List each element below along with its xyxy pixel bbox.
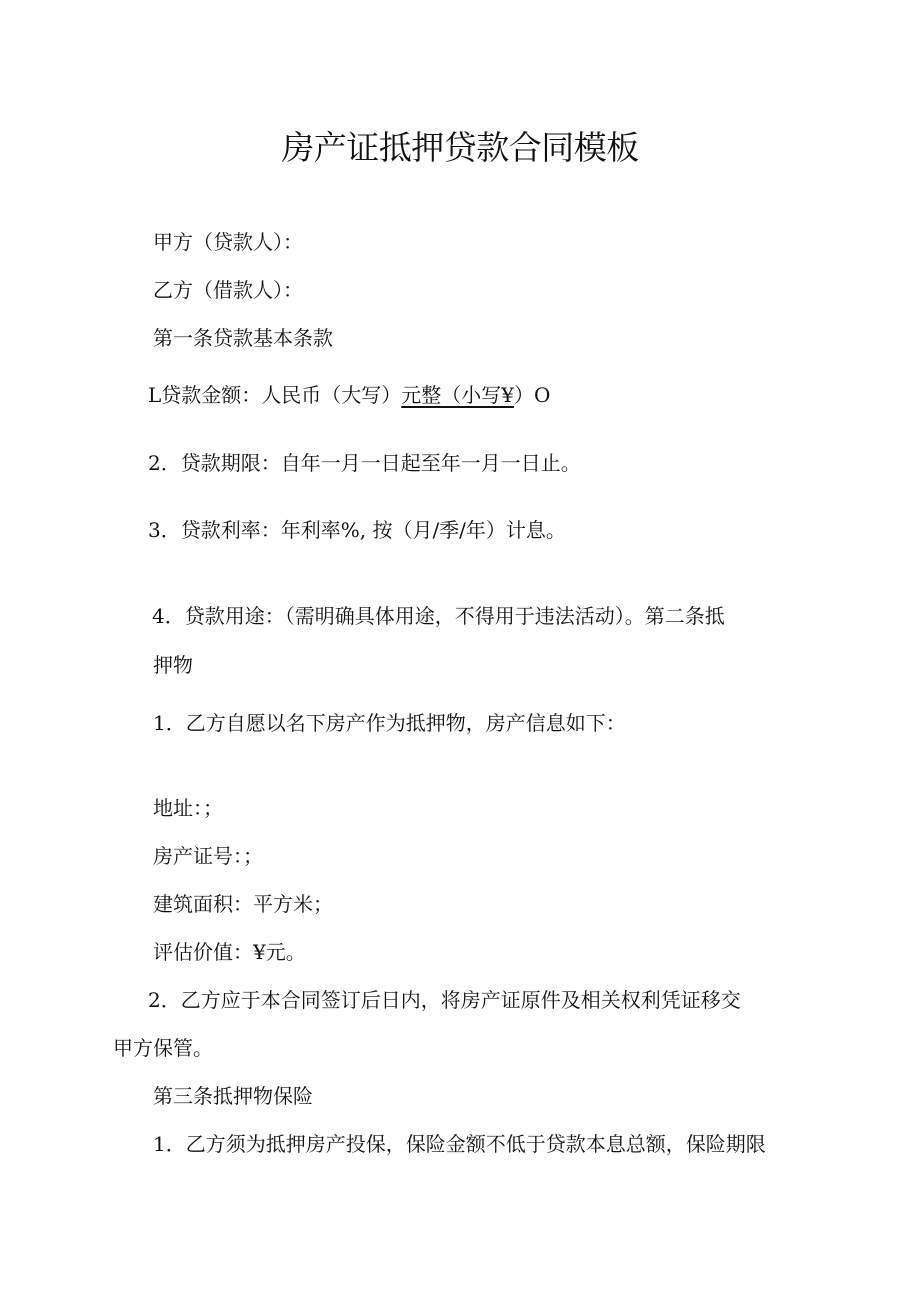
loan-amount-end: ）O	[514, 383, 551, 407]
loan-purpose-line: 4．贷款用途：（需明确具体用途，不得用于违法活动）。第二条抵	[152, 604, 725, 628]
document-title: 房产证抵押贷款合同模板	[281, 128, 639, 167]
article-1-heading: 第一条贷款基本条款	[153, 326, 333, 350]
certificate-number-line: 房产证号：；	[153, 844, 263, 868]
loan-amount-underlined: 元整（小写¥	[401, 383, 515, 407]
party-b-line: 乙方（借款人）：	[153, 278, 303, 302]
collateral-heading-cont: 押物	[153, 653, 193, 677]
insurance-item-1: 1．乙方须为抵押房产投保，保险金额不低于贷款本息总额，保险期限	[153, 1132, 766, 1156]
loan-amount-label: L贷款金额：人民币（大写）	[148, 383, 402, 407]
building-area-line: 建筑面积：平方米；	[153, 892, 333, 916]
collateral-item-2: 2．乙方应于本合同签订后日内，将房产证原件及相关权利凭证移交	[148, 988, 741, 1012]
interest-rate-line: 3．贷款利率：年利率%, 按（月/季/年）计息。	[148, 518, 566, 542]
loan-term-line: 2．贷款期限：自年一月一日起至年一月一日止。	[148, 451, 581, 475]
assessed-value-line: 评估价值：¥元。	[153, 940, 306, 964]
collateral-item-2-cont: 甲方保管。	[113, 1036, 213, 1060]
loan-amount-line	[148, 382, 550, 408]
party-a-line: 甲方（贷款人）：	[153, 230, 303, 254]
article-3-heading: 第三条抵押物保险	[153, 1084, 313, 1108]
address-line: 地址：；	[153, 796, 223, 820]
collateral-item-1: 1．乙方自愿以名下房产作为抵押物，房产信息如下：	[153, 711, 626, 735]
